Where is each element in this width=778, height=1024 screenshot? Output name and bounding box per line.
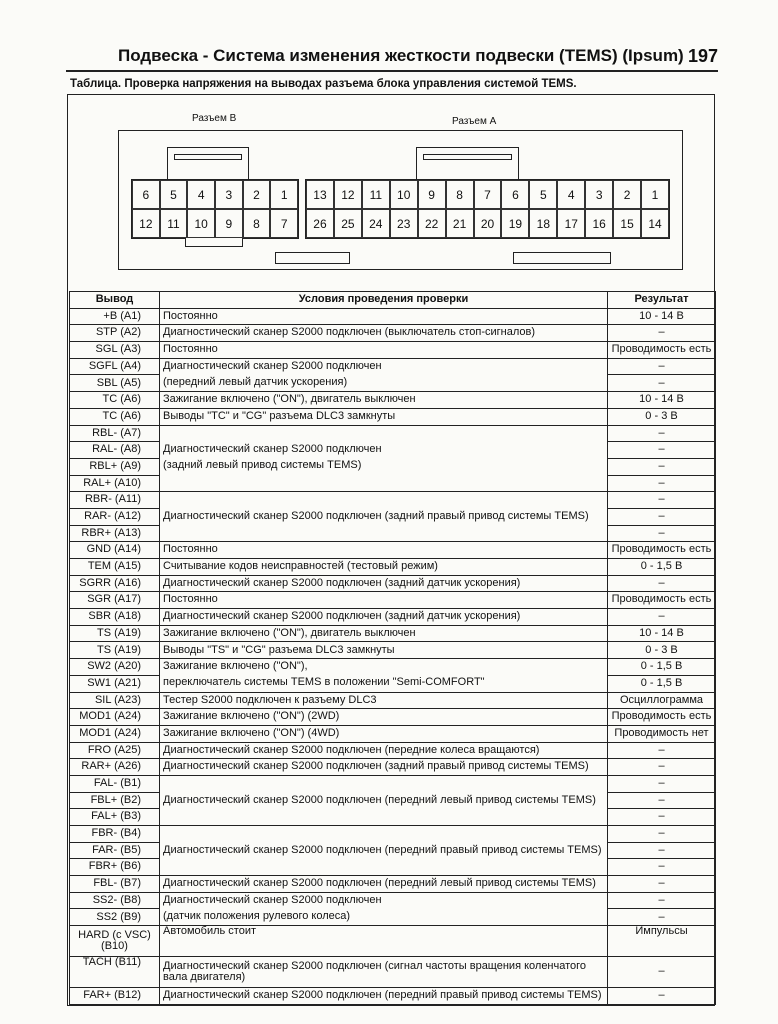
connector-b-pin: 5: [160, 180, 188, 209]
table-row: [70, 575, 716, 592]
condition-cell: Диагностический сканер S2000 подключен (задний правый привод системы TEMS): [160, 492, 608, 542]
pin-cell: FBL- (B7): [70, 876, 160, 893]
result-cell: –: [608, 988, 716, 1005]
result-cell: –: [608, 508, 716, 525]
table-row: [70, 642, 716, 659]
result-cell: Проводимость есть: [608, 342, 716, 359]
result-cell: –: [608, 442, 716, 459]
condition-line: (датчик положения рулевого колеса): [163, 909, 351, 922]
result-cell: –: [608, 525, 716, 542]
col-header-pin: Вывод: [70, 292, 160, 309]
pin-cell: SGFL (A4): [70, 358, 160, 375]
table-row: [70, 392, 716, 409]
result-cell: 0 - 1,5 В: [608, 659, 716, 676]
pin-cell: FBR+ (B6): [70, 859, 160, 876]
connector-a-pin: 26: [306, 209, 334, 238]
condition-line: Диагностический сканер S2000 подключен: [163, 894, 382, 906]
pin-cell: SW1 (A21): [70, 675, 160, 692]
pin-cell: TC (A6): [70, 408, 160, 425]
connector-a-pin: 6: [501, 180, 529, 209]
condition-line: (передний левый датчик ускорения): [163, 375, 348, 388]
condition-cell: Диагностический сканер S2000 подключен (передний правый привод системы TEMS): [160, 988, 608, 1005]
connector-a-pin: 3: [585, 180, 613, 209]
connector-b-label: Разъем B: [192, 113, 237, 124]
connector-a-pin: 24: [362, 209, 390, 238]
condition-line: Зажигание включено ("ON"),: [163, 660, 308, 673]
connector-a-pin: 15: [613, 209, 641, 238]
pin-cell: HARD (с VSC) (B10): [70, 926, 160, 957]
table-row: [70, 609, 716, 626]
result-cell: Осциллограмма: [608, 692, 716, 709]
col-header-result: Результат: [608, 292, 716, 309]
result-cell: –: [608, 892, 716, 909]
table-row: [70, 926, 716, 957]
connector-b-latch: [167, 147, 249, 180]
table-row: [70, 957, 716, 988]
connector-a-pin: 5: [529, 180, 557, 209]
table-row: [70, 775, 716, 792]
connector-a-pin: 2: [613, 180, 641, 209]
pin-cell: FBL+ (B2): [70, 792, 160, 809]
condition-cell: Диагностический сканер S2000 подключен (передний левый привод системы TEMS): [160, 775, 608, 825]
condition-cell: Постоянно: [160, 342, 608, 359]
result-cell: –: [608, 609, 716, 626]
pin-cell: GND (A14): [70, 542, 160, 559]
connector-a-pin: 17: [557, 209, 585, 238]
connector-a-pin: 14: [641, 209, 669, 238]
pin-cell: SGR (A17): [70, 592, 160, 609]
condition-cell: Постоянно: [160, 542, 608, 559]
connector-b-pin: 11: [160, 209, 188, 238]
result-cell: –: [608, 759, 716, 776]
condition-cell: Диагностический сканер S2000 подключен (передний левый привод системы TEMS): [160, 876, 608, 893]
table-row: [70, 542, 716, 559]
pin-cell: FAR+ (B12): [70, 988, 160, 1005]
result-cell: –: [608, 425, 716, 442]
pin-cell: SBL (A5): [70, 375, 160, 392]
connector-a-pins: [305, 179, 670, 239]
condition-cell: [160, 358, 608, 391]
result-cell: 10 - 14 В: [608, 308, 716, 325]
page-title: Подвеска - Система изменения жесткости подвески (TEMS) (Ipsum): [118, 46, 684, 65]
connector-a-pin: 21: [446, 209, 474, 238]
condition-cell: Считывание кодов неисправностей (тестовый режим): [160, 559, 608, 576]
result-cell: –: [608, 375, 716, 392]
condition-line: Диагностический сканер S2000 подключен: [163, 443, 382, 456]
condition-cell: [160, 659, 608, 692]
connector-b-pin: 7: [270, 209, 298, 238]
result-cell: –: [608, 792, 716, 809]
condition-cell: Постоянно: [160, 308, 608, 325]
pin-cell: SW2 (A20): [70, 659, 160, 676]
connector-a-pin: 12: [334, 180, 362, 209]
page-number: 197: [687, 46, 718, 66]
pin-cell: SGL (A3): [70, 342, 160, 359]
result-cell: –: [608, 492, 716, 509]
result-cell: 0 - 3 В: [608, 642, 716, 659]
connector-b-pin: 8: [243, 209, 271, 238]
pin-cell: RAL+ (A10): [70, 475, 160, 492]
table-row: [70, 625, 716, 642]
pin-cell: SS2- (B8): [70, 892, 160, 909]
table-row: [70, 826, 716, 843]
result-cell: –: [608, 742, 716, 759]
connector-b-pin: 12: [132, 209, 160, 238]
table-row: [70, 342, 716, 359]
connector-b-pin: 4: [187, 180, 215, 209]
connector-a-pin: 13: [306, 180, 334, 209]
condition-cell: Диагностический сканер S2000 подключен (передний правый привод системы TEMS): [160, 826, 608, 876]
pin-cell: SS2 (B9): [70, 909, 160, 926]
result-cell: –: [608, 358, 716, 375]
connector-a-pin: 8: [446, 180, 474, 209]
pin-cell: FAR- (B5): [70, 842, 160, 859]
connector-a-pin: 16: [585, 209, 613, 238]
table-header-row: [70, 292, 716, 309]
connector-a-label: Разъем A: [452, 116, 497, 127]
pin-cell: TS (A19): [70, 642, 160, 659]
result-cell: –: [608, 957, 716, 988]
col-header-conditions: Условия проведения проверки: [160, 292, 608, 309]
condition-line: (задний левый привод системы TEMS): [163, 459, 362, 472]
condition-cell: Диагностический сканер S2000 подключен (задний правый привод системы TEMS): [160, 759, 608, 776]
result-cell: –: [608, 859, 716, 876]
connector-b-pin: 3: [215, 180, 243, 209]
table-row: [70, 892, 716, 909]
result-cell: –: [608, 325, 716, 342]
condition-cell: Автомобиль стоит: [160, 926, 608, 957]
table-row: [70, 725, 716, 742]
result-cell: 10 - 14 В: [608, 392, 716, 409]
pin-cell: RBL- (A7): [70, 425, 160, 442]
pin-cell: TC (A6): [70, 392, 160, 409]
connector-a-pin: 4: [557, 180, 585, 209]
pin-cell: FAL+ (B3): [70, 809, 160, 826]
table-row: [70, 742, 716, 759]
connector-a-pin: 10: [390, 180, 418, 209]
pin-cell: RBL+ (A9): [70, 458, 160, 475]
connector-a-tab-left: [275, 252, 350, 264]
result-cell: –: [608, 458, 716, 475]
pin-cell: RBR+ (A13): [70, 525, 160, 542]
condition-line: переключатель системы TEMS в положении "Semi-COMFORT": [163, 676, 485, 689]
connector-b-pin: 9: [215, 209, 243, 238]
pin-cell: STP (A2): [70, 325, 160, 342]
result-cell: –: [608, 809, 716, 826]
connector-b-pin: 10: [187, 209, 215, 238]
condition-cell: Зажигание включено ("ON") (2WD): [160, 709, 608, 726]
table-row: [70, 308, 716, 325]
table-row: [70, 325, 716, 342]
result-cell: Проводимость есть: [608, 592, 716, 609]
connector-a-pin: 23: [390, 209, 418, 238]
pin-cell: SGRR (A16): [70, 575, 160, 592]
connector-a-pin: 19: [501, 209, 529, 238]
page-header: [118, 46, 718, 66]
connector-a-pin: 9: [418, 180, 446, 209]
pin-cell: +B (A1): [70, 308, 160, 325]
pin-cell: MOD1 (A24): [70, 725, 160, 742]
connector-b-pins: [131, 179, 299, 239]
condition-cell: Диагностический сканер S2000 подключен (выключатель стоп-сигналов): [160, 325, 608, 342]
connector-a-tab-right: [513, 252, 611, 264]
pin-cell: RAR- (A12): [70, 508, 160, 525]
connector-a-pin: 25: [334, 209, 362, 238]
pin-cell: MOD1 (A24): [70, 709, 160, 726]
connector-a-pin: 20: [474, 209, 502, 238]
condition-cell: Постоянно: [160, 592, 608, 609]
pin-cell: RAL- (A8): [70, 442, 160, 459]
connector-b-tab: [185, 238, 243, 247]
pin-cell: SBR (A18): [70, 609, 160, 626]
header-rule: [66, 70, 718, 72]
condition-cell: Диагностический сканер S2000 подключен (передние колеса вращаются): [160, 742, 608, 759]
result-cell: 0 - 1,5 В: [608, 675, 716, 692]
table-row: [70, 559, 716, 576]
connector-a-pin: 7: [474, 180, 502, 209]
pin-cell: FRO (A25): [70, 742, 160, 759]
pin-cell: FBR- (B4): [70, 826, 160, 843]
result-cell: –: [608, 876, 716, 893]
result-cell: 10 - 14 В: [608, 625, 716, 642]
table-row: [70, 709, 716, 726]
connector-a-pin: 18: [529, 209, 557, 238]
pin-cell: TACH (B11): [70, 957, 160, 988]
result-cell: 0 - 1,5 В: [608, 559, 716, 576]
table-row: [70, 759, 716, 776]
condition-line: Диагностический сканер S2000 подключен: [163, 360, 382, 372]
table-row: [70, 425, 716, 442]
condition-cell: [160, 425, 608, 492]
result-cell: 0 - 3 В: [608, 408, 716, 425]
result-cell: –: [608, 475, 716, 492]
table-row: [70, 358, 716, 375]
condition-cell: Диагностический сканер S2000 подключен (задний датчик ускорения): [160, 609, 608, 626]
condition-cell: Выводы "TS" и "CG" разъема DLC3 замкнуты: [160, 642, 608, 659]
result-cell: –: [608, 826, 716, 843]
condition-cell: Диагностический сканер S2000 подключен (задний датчик ускорения): [160, 575, 608, 592]
result-cell: –: [608, 842, 716, 859]
result-cell: –: [608, 775, 716, 792]
condition-cell: Диагностический сканер S2000 подключен (сигнал частоты вращения коленчатого вала двигателя): [160, 957, 608, 988]
result-cell: Проводимость есть: [608, 709, 716, 726]
table-row: [70, 592, 716, 609]
connector-a-pin: 1: [641, 180, 669, 209]
table-row: [70, 492, 716, 509]
condition-cell: [160, 892, 608, 925]
connector-a-pin: 22: [418, 209, 446, 238]
pin-cell: TEM (A15): [70, 559, 160, 576]
result-cell: Импульсы: [608, 926, 716, 957]
connector-a-pin: 11: [362, 180, 390, 209]
pin-voltage-table: [69, 291, 716, 1005]
connector-b-pin: 2: [243, 180, 271, 209]
result-cell: Проводимость нет: [608, 725, 716, 742]
condition-cell: Тестер S2000 подключен к разъему DLC3: [160, 692, 608, 709]
pin-cell: TS (A19): [70, 625, 160, 642]
pin-cell: FAL- (B1): [70, 775, 160, 792]
result-cell: –: [608, 575, 716, 592]
table-row: [70, 408, 716, 425]
table-row: [70, 988, 716, 1005]
condition-cell: Зажигание включено ("ON"), двигатель выключен: [160, 625, 608, 642]
table-row: [70, 659, 716, 676]
table-row: [70, 692, 716, 709]
connector-b-pin: 6: [132, 180, 160, 209]
table-row: [70, 876, 716, 893]
table-caption: Таблица. Проверка напряжения на выводах разъема блока управления системой TEMS.: [70, 78, 577, 90]
condition-cell: Зажигание включено ("ON") (4WD): [160, 725, 608, 742]
connector-b-pin: 1: [270, 180, 298, 209]
pin-cell: RBR- (A11): [70, 492, 160, 509]
condition-cell: Зажигание включено ("ON"), двигатель выключен: [160, 392, 608, 409]
result-cell: –: [608, 909, 716, 926]
pin-cell: RAR+ (A26): [70, 759, 160, 776]
condition-cell: Выводы "TC" и "CG" разъема DLC3 замкнуты: [160, 408, 608, 425]
result-cell: Проводимость есть: [608, 542, 716, 559]
connector-a-latch: [416, 147, 519, 180]
pin-cell: SIL (A23): [70, 692, 160, 709]
